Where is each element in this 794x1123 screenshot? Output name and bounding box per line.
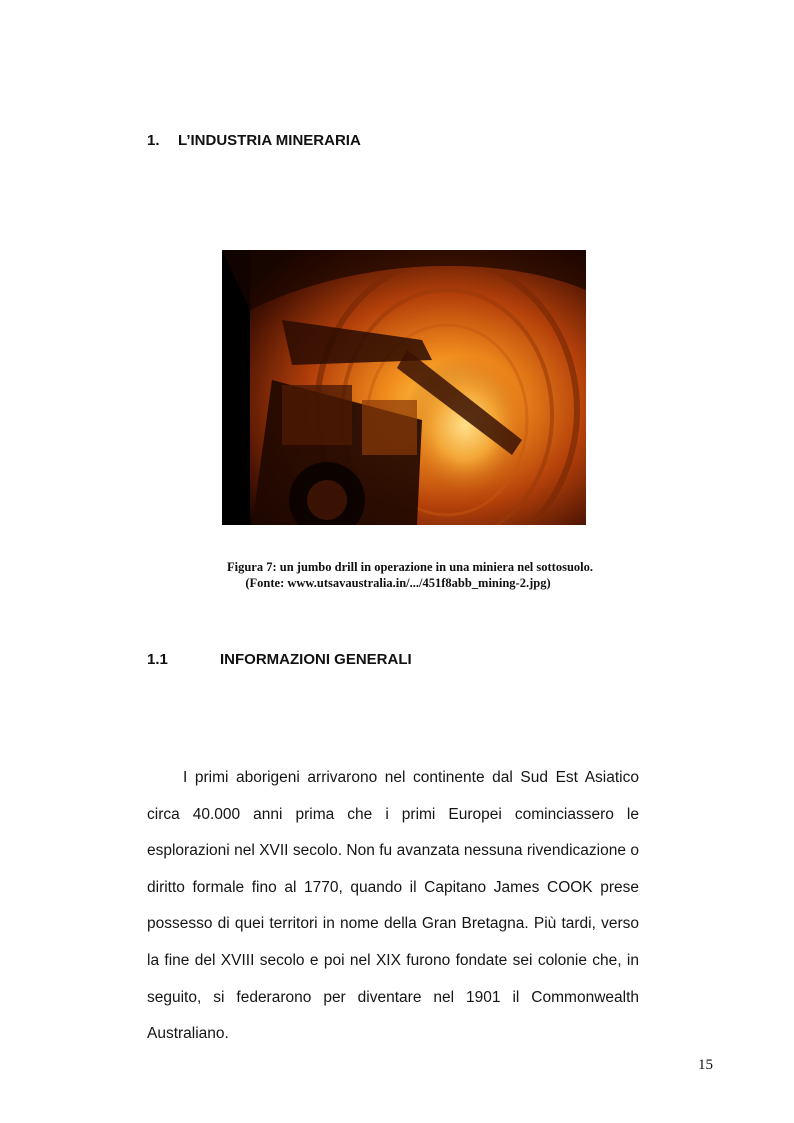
section-number: 1.1 xyxy=(147,651,168,668)
chapter-title: L’INDUSTRIA MINERARIA xyxy=(178,132,361,149)
caption-source-line: (Fonte: www.utsavaustralia.in/.../451f8abb_mining-2.jpg) xyxy=(245,576,551,590)
page-number: 15 xyxy=(698,1057,713,1073)
body-paragraph: I primi aborigeni arrivarono nel continente dal Sud Est Asiatico circa 40.000 anni prima che i primi Europei cominciassero le esplorazioni nel XVII secolo. Non fu avanzata nessuna rivendicazione o diritto formale fino al 1770, quando il Capitano James COOK prese possesso di quei territori in nome della Gran Bretagna. Più tardi, verso la fine del XVIII secolo e poi nel XIX furono fondate sei colonie che, in seguito, si federarono per diventare nel 1901 il Commonwealth Australiano. xyxy=(147,769,639,1043)
figure-caption xyxy=(150,559,670,591)
mine-photo xyxy=(222,250,586,525)
section-title: INFORMAZIONI GENERALI xyxy=(220,651,412,668)
chapter-heading xyxy=(147,132,361,149)
caption-line-1: Figura 7: un jumbo drill in operazione in una miniera nel sottosuolo. xyxy=(226,560,593,574)
chapter-number: 1. xyxy=(147,132,160,149)
mine-photo-graphic xyxy=(222,250,586,525)
section-heading xyxy=(147,651,412,668)
